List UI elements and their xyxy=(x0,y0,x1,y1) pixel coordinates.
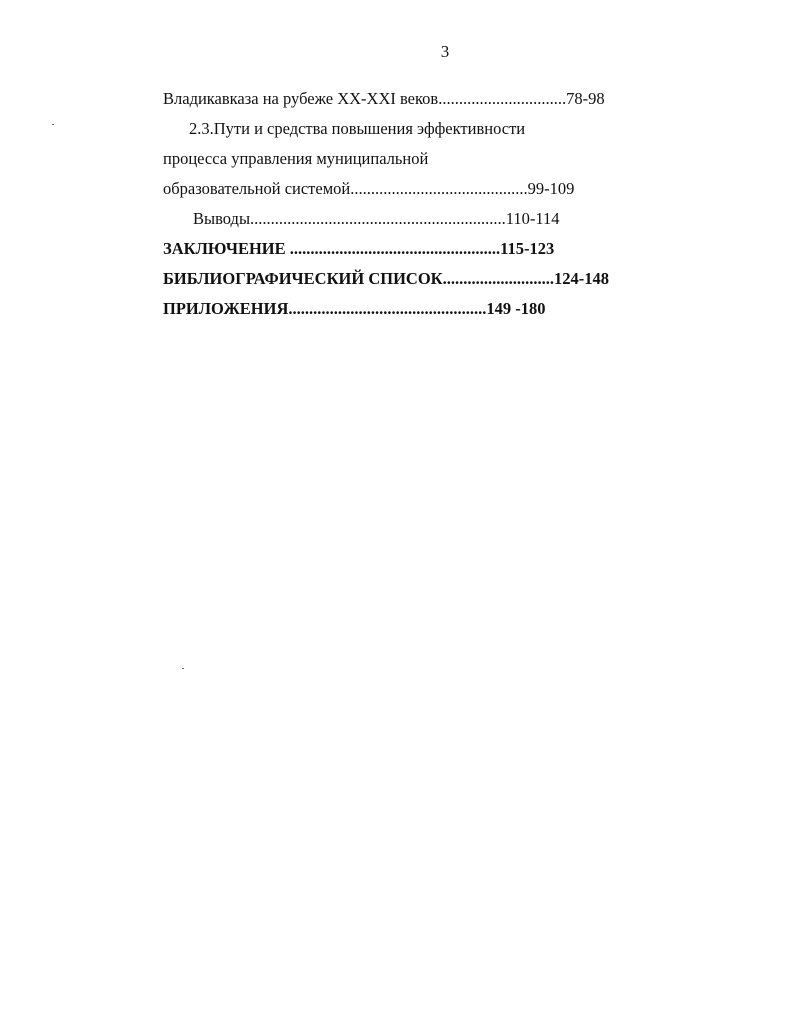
toc-line-education-system xyxy=(163,178,683,208)
toc-entry-text: Владикавказа на рубеже XX-XXI веков...............................78-98 xyxy=(163,89,605,108)
toc-entry-text: БИБЛИОГРАФИЧЕСКИЙ СПИСОК...........................124-148 xyxy=(163,269,610,288)
toc-line-section-2-3 xyxy=(163,118,683,148)
toc-line-bibliography xyxy=(163,268,683,298)
toc-entry-text: образовательной системой...........................................99-109 xyxy=(163,179,575,198)
toc-entry-text: Выводы..............................................................110-114 xyxy=(193,209,560,228)
toc-entry-text: ПРИЛОЖЕНИЯ................................................149 -180 xyxy=(163,299,546,318)
toc-entry-text: процесса управления муниципальной xyxy=(163,149,429,168)
page-number: 3 xyxy=(440,42,450,61)
toc-line-conclusions xyxy=(163,208,683,238)
toc-line-zaklyuchenie xyxy=(163,238,683,268)
scan-speck xyxy=(182,668,184,669)
table-of-contents xyxy=(163,88,683,328)
toc-entry-text: 2.3.Пути и средства повышения эффективности xyxy=(189,119,526,138)
toc-entry-text: ЗАКЛЮЧЕНИЕ ...................................................115-123 xyxy=(163,239,555,258)
toc-line-vladikavkaz xyxy=(163,88,683,118)
toc-line-process xyxy=(163,148,683,178)
toc-line-appendices xyxy=(163,298,683,328)
scan-speck xyxy=(52,124,54,125)
